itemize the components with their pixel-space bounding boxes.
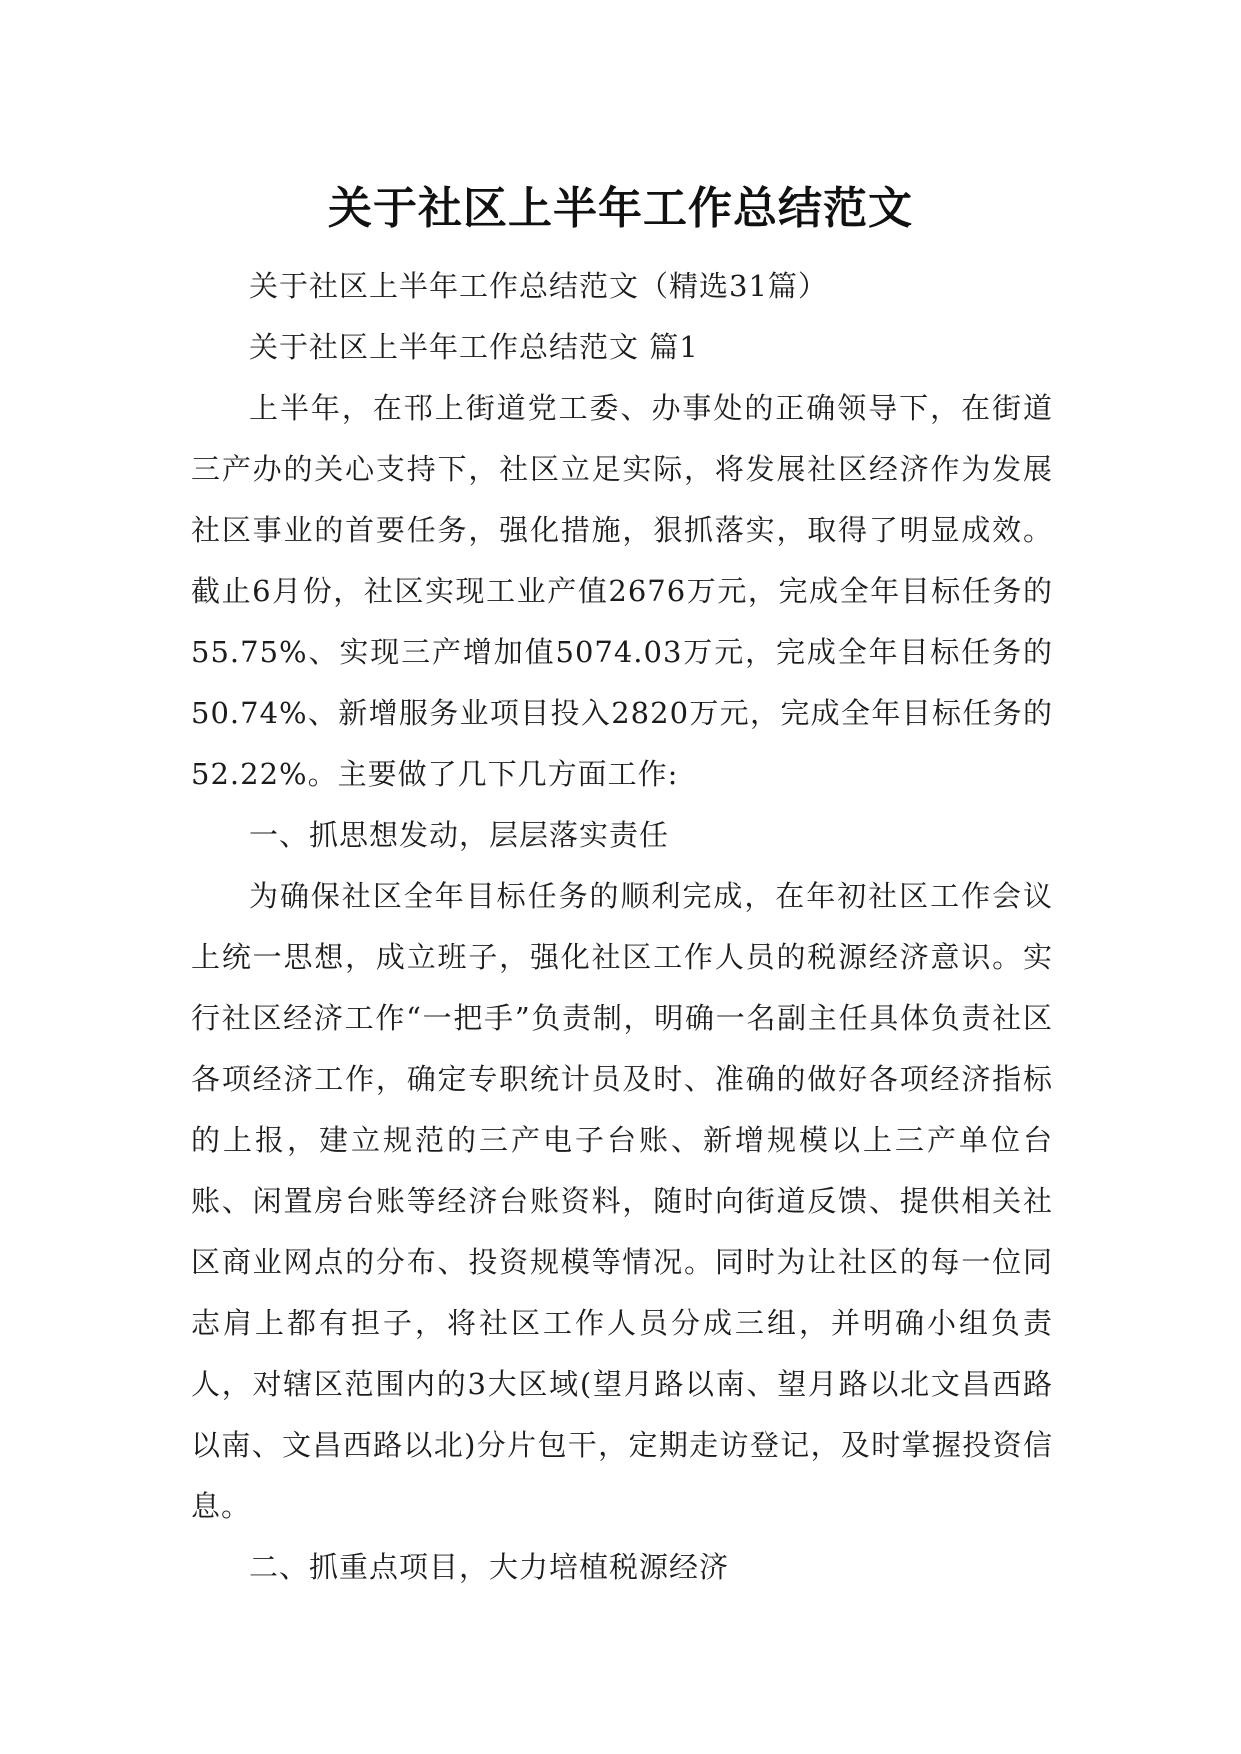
body-paragraph: 为确保社区全年目标任务的顺利完成，在年初社区工作会议上统一思想，成立班子，强化社区工作人员的税源经济意识。实行社区经济工作“一把手”负责制，明确一名副主任具体负责社区各项经济工作，确定专职统计员及时、准确的做好各项经济指标的上报，建立规范的三产电子台账、新增规模以上三产单位台账、闲置房台账等经济台账资料，随时向街道反馈、提供相关社区商业网点的分布、投资规模等情况。同时为让社区的每一位同志肩上都有担子，将社区工作人员分成三组，并明确小组负责人，对辖区范围内的3大区域(望月路以南、望月路以北文昌西路以南、文昌西路以北)分片包干，定期走访登记，及时掌握投资信息。 <box>191 879 1053 1523</box>
document-title: 关于社区上半年工作总结范文 <box>328 183 913 235</box>
heading-one: 一、抓思想发动，层层落实责任 <box>249 818 670 852</box>
heading-two: 二、抓重点项目，大力培植税源经济 <box>249 1550 730 1584</box>
intro-paragraph: 上半年，在邗上街道党工委、办事处的正确领导下，在街道三产办的关心支持下，社区立足实际，将发展社区经济作为发展社区事业的首要任务，强化措施，狠抓落实，取得了明显成效。截止6月份，社区实现工业产值2676万元，完成全年目标任务的55.75%、实现三产增加值5074.03万元，完成全年目标任务的50.74%、新增服务业项目投入2820万元，完成全年目标任务的52.22%。主要做了几下几方面工作: <box>191 391 1053 791</box>
subtitle-paragraph: 关于社区上半年工作总结范文（精选31篇） <box>249 269 828 303</box>
document-body <box>191 256 1053 1598</box>
section-heading-part-1: 关于社区上半年工作总结范文 篇1 <box>249 330 699 364</box>
